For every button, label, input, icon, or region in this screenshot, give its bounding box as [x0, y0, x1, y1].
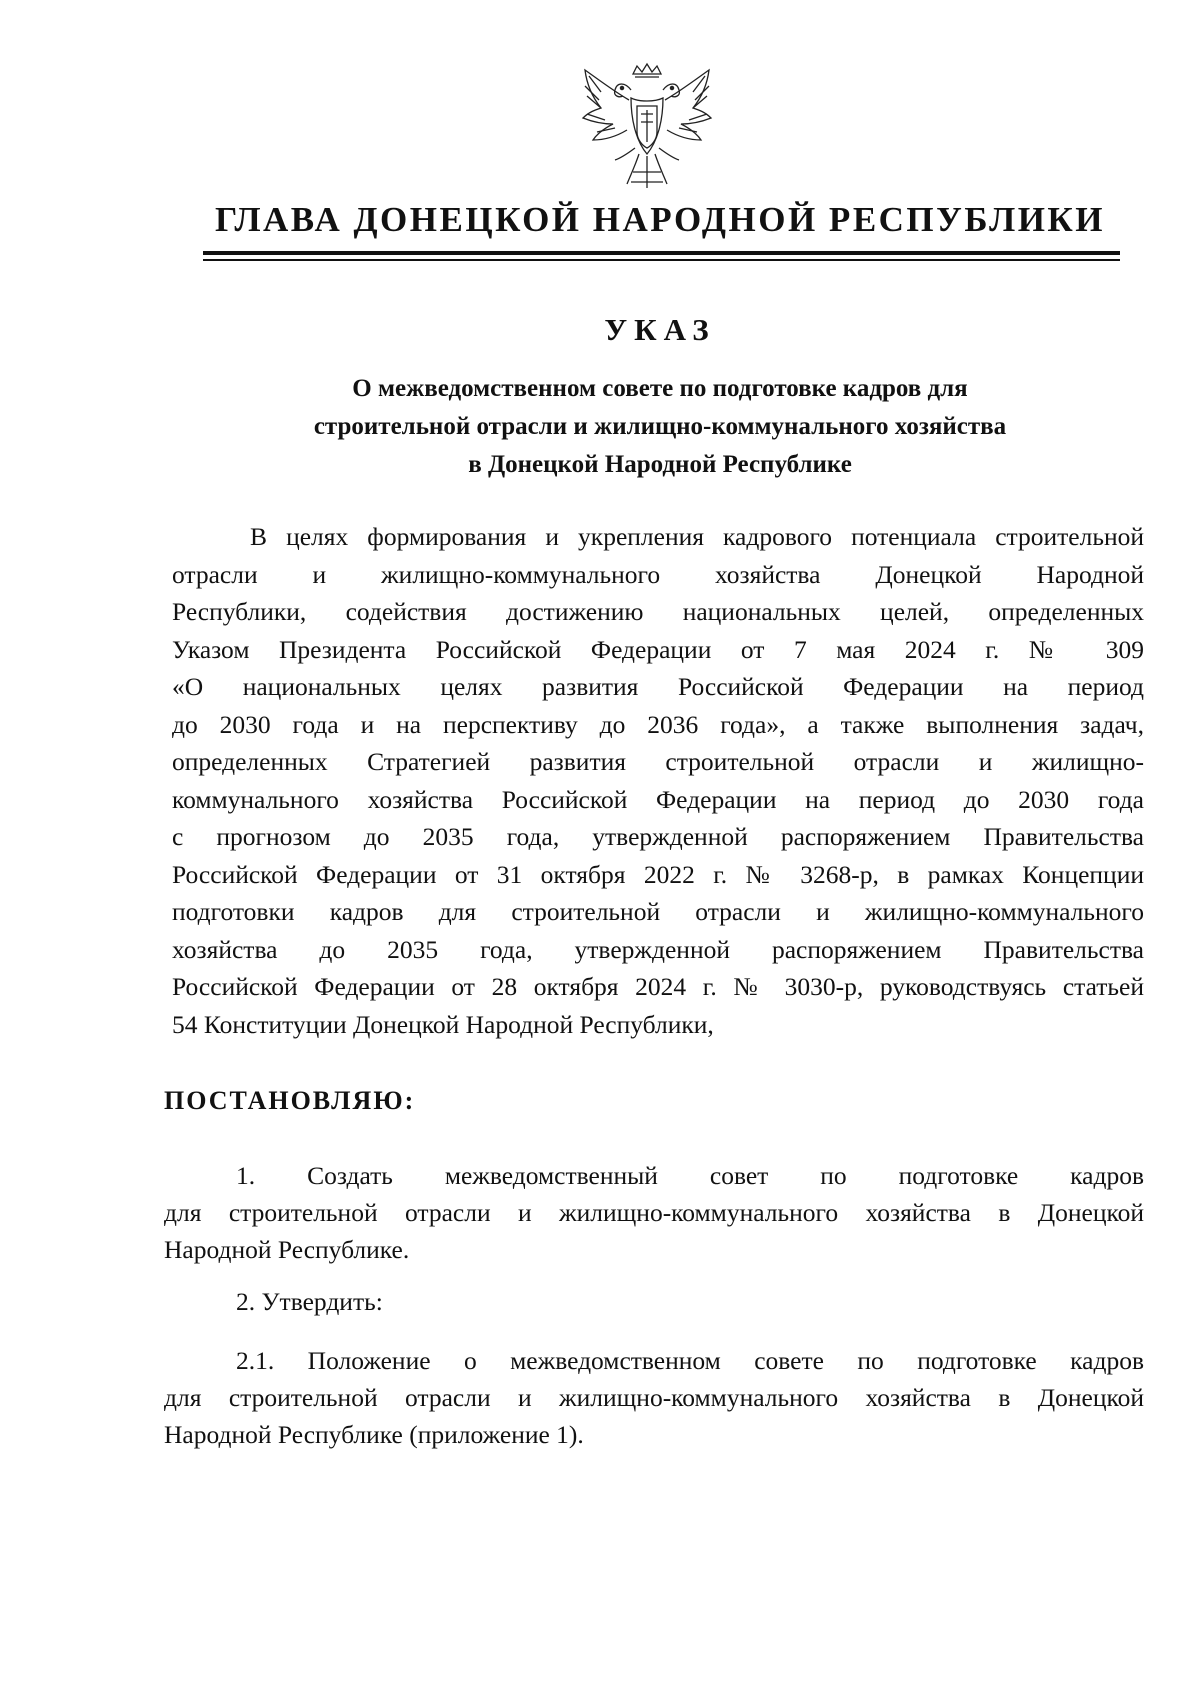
header-rule-thin	[203, 259, 1120, 261]
preamble-line: до 2030 года и на перспективу до 2036 года», а также выполнения задач,	[172, 709, 1144, 739]
preamble-line: коммунального хозяйства Российской Федерации на период до 2030 года	[172, 784, 1144, 814]
item-line: для строительной отрасли и жилищно-коммунального хозяйства в Донецкой	[164, 1383, 1144, 1412]
organization-title: ГЛАВА ДОНЕЦКОЙ НАРОДНОЙ РЕСПУБЛИКИ	[214, 200, 1106, 239]
item-line: Народной Республике (приложение 1).	[164, 1420, 584, 1449]
item-line: Народной Республике.	[164, 1235, 410, 1264]
preamble-line: Российской Федерации от 31 октября 2022 г. № 3268-р, в рамках Концепции	[172, 859, 1144, 889]
preamble-line: В целях формирования и укрепления кадрового потенциала строительной	[250, 522, 1144, 551]
item-2-paragraph	[164, 1283, 1144, 1320]
preamble-paragraph	[172, 518, 1144, 1043]
subject-line: строительной отрасли и жилищно-коммунального хозяйства	[313, 413, 1007, 440]
preamble-line: подготовки кадров для строительной отрасли и жилищно-коммунального	[172, 897, 1144, 926]
document-type: УКАЗ	[604, 312, 716, 347]
document-subject	[200, 370, 1120, 484]
item-line: 2. Утвердить:	[236, 1287, 383, 1316]
item-2-1-paragraph	[164, 1342, 1144, 1453]
preamble-line: с прогнозом до 2035 года, утвержденной распоряжением Правительства	[172, 822, 1144, 851]
item-line: 2.1. Положение о межведомственном совете по подготовке кадров	[236, 1346, 1144, 1375]
preamble-line: определенных Стратегией развития строительной отрасли и жилищно-	[172, 747, 1144, 776]
resolve-heading: ПОСТАНОВЛЯЮ:	[164, 1086, 416, 1115]
subject-line: О межведомственном совете по подготовке кадров для	[352, 375, 968, 402]
item-line: 1. Создать межведомственный совет по подготовке кадров	[236, 1161, 1144, 1190]
preamble-line: Российской Федерации от 28 октября 2024 г. № 3030-р, руководствуясь статьей	[172, 972, 1144, 1001]
header-rule-thick	[203, 251, 1120, 255]
preamble-line: Указом Президента Российской Федерации от 7 мая 2024 г. № 309	[172, 634, 1144, 664]
preamble-line: хозяйства до 2035 года, утвержденной распоряжением Правительства	[172, 934, 1144, 964]
preamble-line: отрасли и жилищно-коммунального хозяйства Донецкой Народной	[172, 559, 1144, 589]
preamble-line: 54 Конституции Донецкой Народной Республики,	[172, 1009, 714, 1039]
item-line: для строительной отрасли и жилищно-коммунального хозяйства в Донецкой	[164, 1198, 1144, 1227]
item-1-paragraph	[164, 1157, 1144, 1268]
coat-of-arms-icon	[575, 62, 719, 198]
preamble-line: Республики, содействия достижению национальных целей, определенных	[172, 597, 1144, 626]
subject-line: в Донецкой Народной Республике	[468, 451, 852, 478]
preamble-line: «О национальных целях развития Российской Федерации на период	[172, 672, 1144, 701]
